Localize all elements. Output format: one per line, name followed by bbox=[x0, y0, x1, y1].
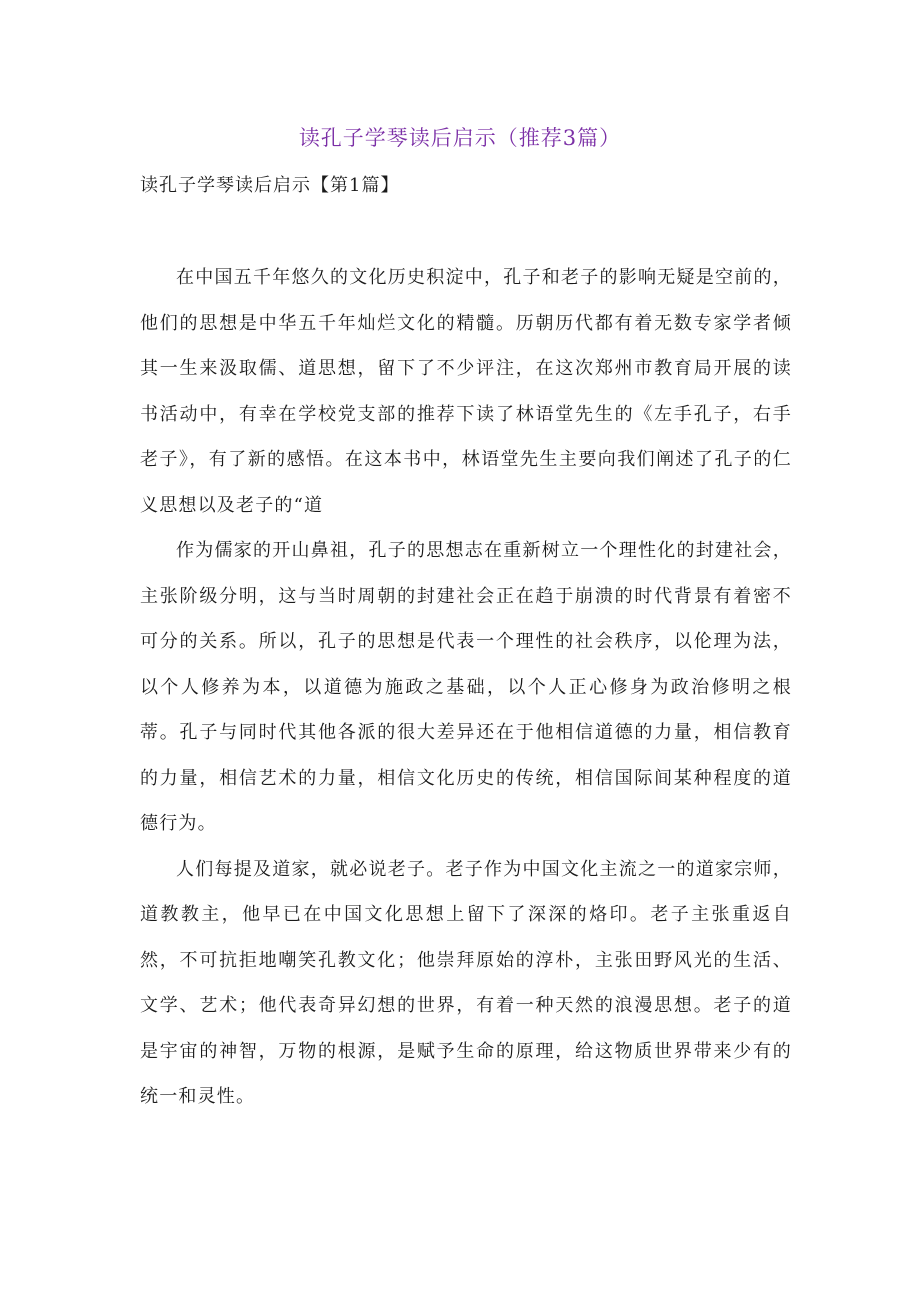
paragraph-3: 人们每提及道家，就必说老子。老子作为中国文化主流之一的道家宗师，道教教主，他早已在中国文化思想上留下了深深的烙印。老子主张重返自然，不可抗拒地嘲笑孔教文化；他崇拜原始的淳朴，主张田野风光的生活、文学、艺术；他代表奇异幻想的世界，有着一种天然的浪漫思想。老子的道是宇宙的神智，万物的根源，是赋予生命的原理，给这物质世界带来少有的统一和灵性。 bbox=[140, 858, 792, 1107]
section-heading: 读孔子学琴读后启示【第1篇】 bbox=[140, 175, 400, 196]
paragraph-1: 在中国五千年悠久的文化历史积淀中，孔子和老子的影响无疑是空前的，他们的思想是中华五千年灿烂文化的精髓。历朝历代都有着无数专家学者倾其一生来汲取儒、道思想，留下了不少评注，在这次郑州市教育局开展的读书活动中，有幸在学校党支部的推荐下读了林语堂先生的《左手孔子，右手老子》，有了新的感悟。在这本书中，林语堂先生主要向我们阐述了孔子的仁义思想以及老子的“道 bbox=[140, 267, 792, 516]
paragraph-2: 作为儒家的开山鼻祖，孔子的思想志在重新树立一个理性化的封建社会，主张阶级分明，这与当时周朝的封建社会正在趋于崩溃的时代背景有着密不可分的关系。所以，孔子的思想是代表一个理性的社会秩序，以伦理为法，以个人修养为本，以道德为施政之基础，以个人正心修身为政治修明之根蒂。孔子与同时代其他各派的很大差异还在于他相信道德的力量，相信教育的力量，相信艺术的力量，相信文化历史的传统，相信国际间某种程度的道德行为。 bbox=[140, 540, 792, 834]
document-body bbox=[140, 255, 792, 1120]
document-title: 读孔子学琴读后启示（推荐3篇） bbox=[298, 126, 622, 150]
